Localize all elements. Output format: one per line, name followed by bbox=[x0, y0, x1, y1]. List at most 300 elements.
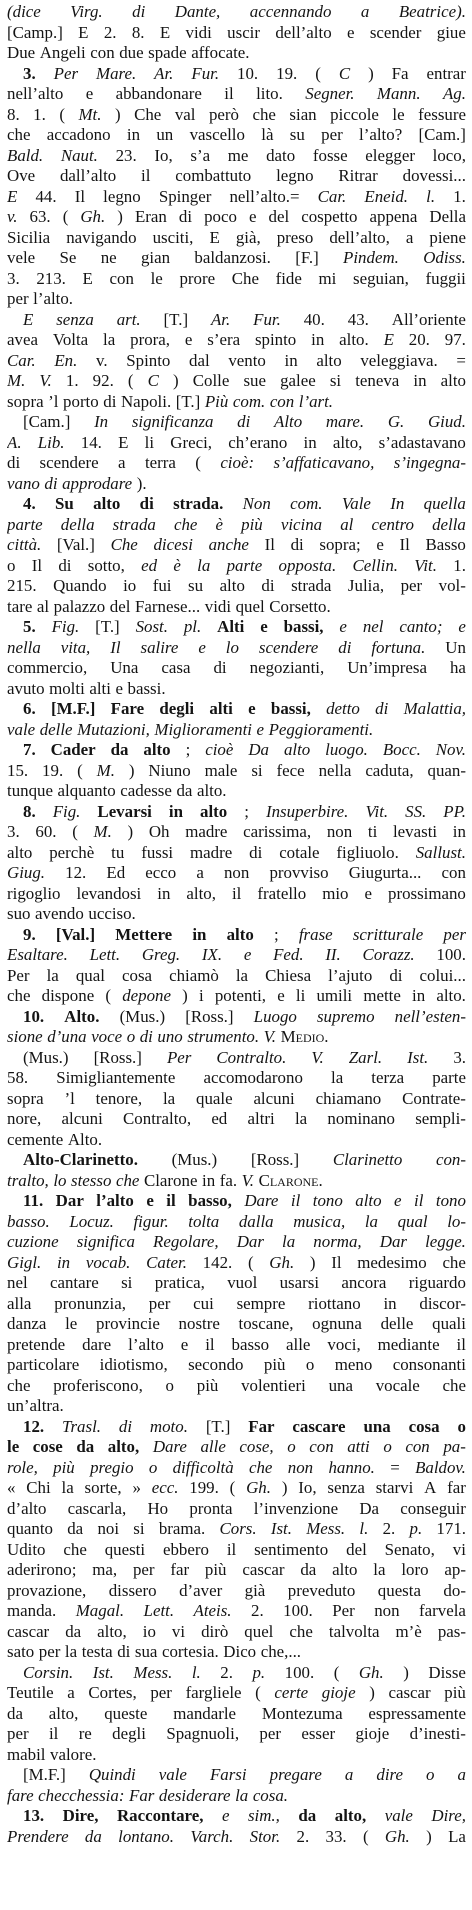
word: Vit. bbox=[365, 801, 389, 821]
text-line bbox=[7, 1007, 466, 1028]
word: Dar bbox=[236, 1232, 264, 1251]
word: a bbox=[344, 1765, 354, 1784]
word: Udito bbox=[7, 1539, 46, 1559]
word: quali bbox=[432, 1314, 466, 1333]
word: Locuz. bbox=[69, 1211, 114, 1231]
word: ) bbox=[114, 104, 121, 124]
word: alto bbox=[143, 740, 171, 759]
word: Prendere bbox=[7, 1826, 69, 1846]
word: basso. bbox=[7, 1211, 50, 1231]
word: più bbox=[263, 1355, 286, 1374]
word: con- bbox=[435, 1150, 466, 1169]
word: di bbox=[139, 1027, 153, 1046]
word: 4. bbox=[23, 494, 36, 513]
word: e bbox=[184, 330, 193, 349]
word: Per bbox=[166, 1047, 192, 1067]
word: alcuni bbox=[253, 1088, 295, 1108]
word: val bbox=[174, 104, 196, 124]
word: Che bbox=[110, 535, 138, 554]
text-line bbox=[7, 1109, 466, 1130]
word: do- bbox=[443, 1580, 466, 1600]
word: e bbox=[85, 84, 94, 103]
word: ( bbox=[105, 986, 111, 1005]
word: alto bbox=[440, 371, 466, 390]
word: Medio. bbox=[280, 1027, 329, 1046]
word: [Cam.] bbox=[418, 125, 466, 144]
word: già, bbox=[235, 227, 261, 247]
word: con bbox=[309, 1437, 334, 1456]
word: 63. bbox=[29, 207, 51, 226]
word: alquanto bbox=[57, 781, 116, 800]
word: la bbox=[103, 330, 116, 349]
word: carissima, bbox=[243, 822, 312, 841]
word: Alto bbox=[274, 412, 303, 431]
word: alla bbox=[7, 1293, 32, 1313]
word: o bbox=[126, 1027, 136, 1046]
word: ( bbox=[333, 1662, 340, 1682]
word: Bocc. bbox=[382, 740, 421, 759]
text-line bbox=[7, 515, 466, 536]
word: moto. bbox=[149, 1416, 188, 1436]
word: ( bbox=[59, 104, 65, 124]
word: noi bbox=[97, 1519, 120, 1538]
word: della bbox=[60, 514, 95, 534]
word: Mess. bbox=[306, 1519, 346, 1538]
word: levasti bbox=[392, 822, 438, 841]
word: En. bbox=[54, 350, 78, 370]
word: alle bbox=[286, 1334, 311, 1354]
word: Cader bbox=[50, 740, 96, 759]
word: (Mus.) bbox=[23, 1047, 69, 1067]
text-line bbox=[7, 904, 466, 925]
word: il bbox=[226, 1539, 237, 1559]
word: V. bbox=[241, 1170, 254, 1190]
word: Non bbox=[242, 494, 271, 513]
word: fratello bbox=[257, 883, 307, 903]
word: cemente bbox=[7, 1129, 64, 1149]
word: testa bbox=[81, 1642, 113, 1661]
word: Magal. bbox=[75, 1601, 125, 1620]
word: e bbox=[243, 945, 252, 964]
word: Corsin. bbox=[23, 1662, 74, 1682]
word: un’altra. bbox=[7, 1396, 64, 1415]
word: alto bbox=[355, 1191, 382, 1210]
word: o bbox=[426, 1765, 435, 1784]
word: d’aver bbox=[179, 1580, 223, 1600]
word: accomodarono bbox=[203, 1068, 303, 1087]
word: il bbox=[224, 84, 234, 103]
word: brama. bbox=[158, 1519, 206, 1538]
word: scendere bbox=[39, 453, 99, 472]
word: dell’alto, bbox=[329, 227, 390, 247]
word: elegger bbox=[365, 145, 415, 165]
word: abbandonare bbox=[115, 84, 202, 103]
word: Beatrice). bbox=[398, 2, 466, 21]
word: 2. bbox=[382, 1519, 396, 1538]
word: ( bbox=[255, 1683, 261, 1702]
word: In bbox=[94, 412, 109, 431]
word: il bbox=[290, 1191, 301, 1210]
word: 97. bbox=[444, 330, 466, 349]
word: 1. bbox=[453, 555, 466, 575]
word: Gh. bbox=[384, 1826, 410, 1846]
word: ) bbox=[403, 1662, 409, 1682]
word: 2. bbox=[220, 1662, 233, 1682]
word: scender bbox=[369, 22, 422, 42]
word: Car. bbox=[7, 350, 36, 370]
word: 100. bbox=[283, 1601, 313, 1620]
word: da bbox=[67, 1519, 84, 1538]
word: centro bbox=[371, 514, 414, 534]
word: norma, bbox=[313, 1232, 362, 1251]
word: tunque bbox=[7, 781, 53, 800]
word: [Val.] bbox=[56, 535, 95, 554]
word: 14. bbox=[80, 432, 102, 452]
word: dovessi... bbox=[402, 166, 466, 185]
word: mabil bbox=[7, 1744, 46, 1764]
word: sato bbox=[7, 1642, 35, 1661]
word: queste bbox=[104, 1703, 148, 1723]
word: Ar. bbox=[154, 63, 174, 83]
word: Contrate- bbox=[402, 1088, 466, 1108]
word: 9. bbox=[23, 924, 36, 944]
word: v. bbox=[95, 350, 108, 370]
word: 44. bbox=[35, 186, 57, 206]
word: frase bbox=[298, 924, 333, 944]
word: la bbox=[294, 1109, 308, 1128]
word: Gh. bbox=[246, 1478, 271, 1497]
word: lontano. bbox=[118, 1826, 174, 1846]
word: tenore, bbox=[95, 1088, 143, 1108]
text-line bbox=[7, 679, 466, 700]
word: è bbox=[173, 555, 181, 575]
word: Baldov. bbox=[415, 1457, 466, 1477]
word: pas- bbox=[437, 1621, 466, 1641]
word: 1. bbox=[33, 104, 46, 124]
word: legge. bbox=[425, 1232, 466, 1251]
word: sue bbox=[243, 371, 266, 390]
word: cospetto bbox=[301, 207, 358, 226]
word: per bbox=[38, 1642, 61, 1661]
word: ti bbox=[367, 822, 378, 841]
word: la bbox=[364, 1211, 378, 1231]
word: IX. bbox=[201, 945, 223, 964]
word: fessure bbox=[418, 104, 466, 124]
word: sione bbox=[7, 1027, 43, 1046]
word: A. bbox=[7, 432, 22, 452]
word: caduta, bbox=[365, 760, 414, 780]
text-line bbox=[7, 310, 466, 331]
word: Fur. bbox=[191, 63, 220, 83]
word: 1. bbox=[65, 371, 79, 390]
word: (Mus.) bbox=[171, 1150, 218, 1169]
word: di bbox=[261, 576, 275, 595]
word: 58. bbox=[7, 1068, 29, 1087]
word: per bbox=[7, 289, 29, 308]
word: V. bbox=[263, 1027, 277, 1046]
word: ) bbox=[309, 1252, 316, 1272]
word: Raccontare, bbox=[116, 1806, 204, 1825]
text-line bbox=[7, 1642, 466, 1663]
word: usarsi bbox=[279, 1273, 320, 1292]
text-line bbox=[7, 371, 466, 392]
word: e bbox=[248, 207, 257, 226]
word: Julia, bbox=[347, 576, 385, 595]
word: Ar. bbox=[210, 309, 231, 329]
word: ) bbox=[369, 1683, 375, 1702]
word: v. bbox=[7, 207, 18, 226]
text-line bbox=[7, 1437, 466, 1458]
word: il bbox=[414, 1191, 424, 1210]
word: s’adastavano bbox=[378, 432, 466, 452]
word: è bbox=[215, 514, 224, 534]
word: sorte, bbox=[84, 1478, 122, 1497]
word: ) bbox=[173, 371, 179, 390]
word: Esaltare. bbox=[7, 945, 68, 964]
word: 19. bbox=[276, 63, 298, 83]
word: più bbox=[53, 1457, 75, 1477]
word: tono bbox=[435, 1191, 466, 1210]
word: sopra; bbox=[319, 535, 361, 554]
word: atti bbox=[347, 1437, 370, 1456]
word: vicina bbox=[280, 514, 323, 534]
word: vocab. bbox=[85, 1252, 131, 1272]
word: 13. bbox=[23, 1806, 45, 1825]
word: già bbox=[244, 1580, 266, 1600]
word: o bbox=[148, 1457, 158, 1477]
word: Giud. bbox=[427, 412, 466, 431]
word: la bbox=[235, 965, 249, 985]
word: al bbox=[340, 514, 354, 534]
word: più bbox=[444, 1683, 466, 1702]
word: Lett. bbox=[89, 945, 121, 964]
word: avendo bbox=[35, 904, 84, 923]
word: Peggioramenti. bbox=[268, 719, 374, 739]
word: l’invenzione bbox=[253, 1498, 339, 1518]
word: Farsi bbox=[209, 1765, 247, 1784]
word: si bbox=[329, 371, 342, 390]
word: con bbox=[109, 268, 134, 288]
word: 100. bbox=[284, 1662, 315, 1682]
word: che bbox=[7, 986, 31, 1005]
word: Dire, bbox=[62, 1806, 99, 1825]
word: l. bbox=[191, 1662, 201, 1682]
word: quel bbox=[235, 596, 265, 616]
word: Fig. bbox=[52, 801, 81, 821]
word: per bbox=[321, 125, 343, 144]
word: chiamano bbox=[315, 1088, 382, 1108]
word: alto, bbox=[107, 1437, 140, 1456]
text-line bbox=[7, 1540, 466, 1561]
word: Levarsi bbox=[97, 801, 152, 821]
word: a bbox=[196, 863, 204, 882]
word: figliuolo. bbox=[336, 842, 399, 862]
word: p. bbox=[409, 1519, 423, 1538]
word: [M.F.] bbox=[23, 1765, 66, 1784]
word: figur. bbox=[133, 1211, 169, 1231]
word: dare bbox=[82, 1334, 112, 1354]
word: d’inesti- bbox=[409, 1724, 466, 1743]
word: gioje bbox=[355, 1724, 390, 1743]
word: lo bbox=[225, 637, 239, 657]
word: 11. bbox=[23, 1191, 44, 1210]
word: Nov. bbox=[435, 740, 466, 759]
word: l’ajuto bbox=[328, 965, 373, 985]
word: li bbox=[295, 986, 306, 1005]
word: p. bbox=[252, 1662, 266, 1682]
word: nella bbox=[318, 760, 352, 780]
word: E bbox=[78, 22, 89, 42]
word: alto, bbox=[332, 432, 363, 452]
word: Dare bbox=[244, 1191, 279, 1210]
word: pregare bbox=[269, 1765, 322, 1784]
word: Virg. bbox=[70, 2, 103, 21]
word: in bbox=[452, 822, 466, 841]
word: Il bbox=[74, 186, 86, 206]
text-line bbox=[7, 289, 466, 310]
word: depone bbox=[122, 986, 171, 1005]
word: 100. bbox=[436, 945, 466, 964]
word: « bbox=[7, 1478, 16, 1497]
word: al bbox=[36, 596, 50, 616]
word: vele bbox=[7, 248, 36, 267]
word: Ateis. bbox=[193, 1601, 232, 1620]
word: e bbox=[394, 1191, 402, 1210]
word: alto bbox=[283, 740, 311, 759]
word: [Camp.] bbox=[7, 22, 63, 42]
word: entrar bbox=[426, 63, 466, 83]
word: pa- bbox=[443, 1437, 466, 1456]
word: Chiesa bbox=[265, 965, 312, 985]
word: Ritrar bbox=[338, 166, 378, 185]
word: teneva bbox=[355, 371, 400, 390]
word: salire bbox=[140, 637, 179, 657]
word: riottano bbox=[308, 1293, 361, 1313]
word: Quando bbox=[53, 576, 107, 595]
text-line bbox=[7, 1171, 466, 1192]
text-line bbox=[7, 1273, 466, 1294]
word: cascar bbox=[7, 1621, 50, 1641]
word: ebbero bbox=[162, 1539, 209, 1559]
word: Cellin. bbox=[352, 555, 399, 575]
text-line bbox=[7, 863, 466, 884]
word: di bbox=[375, 699, 389, 718]
word: alto bbox=[7, 842, 33, 862]
word: Un bbox=[445, 637, 466, 657]
word: a bbox=[405, 227, 414, 247]
text-line bbox=[7, 966, 466, 987]
word: com. bbox=[232, 391, 266, 411]
word: le bbox=[65, 1314, 78, 1333]
word: delle bbox=[380, 1314, 414, 1333]
word: consonanti bbox=[392, 1355, 466, 1374]
word: 8. bbox=[7, 104, 20, 124]
word: dall’alto bbox=[59, 166, 117, 185]
word: in bbox=[284, 350, 298, 370]
word: voce bbox=[91, 1027, 123, 1046]
word: Cater. bbox=[146, 1252, 187, 1272]
word: valore. bbox=[50, 1744, 97, 1764]
word: il bbox=[205, 1334, 215, 1354]
word: E bbox=[82, 268, 93, 288]
text-line bbox=[7, 556, 466, 577]
word: E bbox=[118, 432, 129, 452]
word: là bbox=[261, 125, 274, 144]
text-line bbox=[7, 43, 466, 64]
word: Giugurta... bbox=[348, 863, 422, 882]
word: danza bbox=[7, 1314, 47, 1333]
word: vale bbox=[7, 719, 36, 739]
word: Gigl. bbox=[7, 1252, 42, 1272]
word: in bbox=[311, 330, 325, 349]
word: Basso bbox=[425, 535, 466, 554]
word: farvela bbox=[419, 1601, 466, 1620]
word: le bbox=[392, 104, 405, 124]
word: dicesi bbox=[153, 535, 193, 554]
word: cioè bbox=[205, 740, 234, 759]
word: Il bbox=[264, 535, 275, 554]
text-line bbox=[7, 720, 466, 741]
word: più bbox=[204, 1560, 227, 1579]
word: con bbox=[90, 43, 115, 62]
word: 199. bbox=[189, 1478, 219, 1497]
text-line bbox=[7, 1396, 466, 1417]
text-line bbox=[7, 638, 466, 659]
word: ( bbox=[77, 760, 83, 780]
word: cadesse bbox=[120, 781, 172, 800]
word: e bbox=[277, 986, 285, 1005]
word: navigando bbox=[66, 227, 137, 247]
word: E bbox=[159, 22, 171, 42]
word: ha bbox=[449, 658, 466, 677]
text-line bbox=[7, 945, 466, 966]
word: Per bbox=[53, 63, 79, 83]
word: in bbox=[383, 1293, 397, 1313]
word: piccole bbox=[330, 104, 379, 124]
word: Varch. bbox=[190, 1826, 234, 1846]
word: alto, bbox=[48, 1703, 79, 1723]
word: si bbox=[251, 760, 263, 780]
word: alto, bbox=[97, 1621, 127, 1641]
word: e bbox=[458, 617, 466, 636]
text-line bbox=[7, 146, 466, 167]
word: alto bbox=[200, 801, 228, 821]
word: Dante, bbox=[174, 2, 221, 21]
word: vano bbox=[7, 473, 40, 493]
word: G. bbox=[387, 412, 405, 431]
text-line bbox=[7, 412, 466, 433]
word: a bbox=[360, 2, 370, 21]
word: parte bbox=[7, 514, 43, 534]
word: Odiss. bbox=[423, 248, 466, 267]
word: SS. bbox=[405, 801, 427, 821]
word: Gh. bbox=[269, 1252, 295, 1272]
word: l’alto. bbox=[33, 289, 74, 308]
word: fui bbox=[152, 576, 172, 595]
word: nell’esten- bbox=[394, 1006, 466, 1026]
word: da bbox=[7, 1703, 23, 1723]
word: senza bbox=[56, 309, 94, 329]
word: o bbox=[457, 1416, 466, 1436]
word: [F.] bbox=[295, 248, 319, 267]
word: fare bbox=[7, 1785, 34, 1805]
text-line bbox=[7, 1335, 466, 1356]
word: in bbox=[157, 883, 171, 903]
word: Un’impresa bbox=[347, 658, 427, 677]
word: spinto bbox=[254, 330, 297, 349]
word: sua bbox=[134, 1642, 158, 1661]
word: 215. bbox=[7, 576, 37, 595]
